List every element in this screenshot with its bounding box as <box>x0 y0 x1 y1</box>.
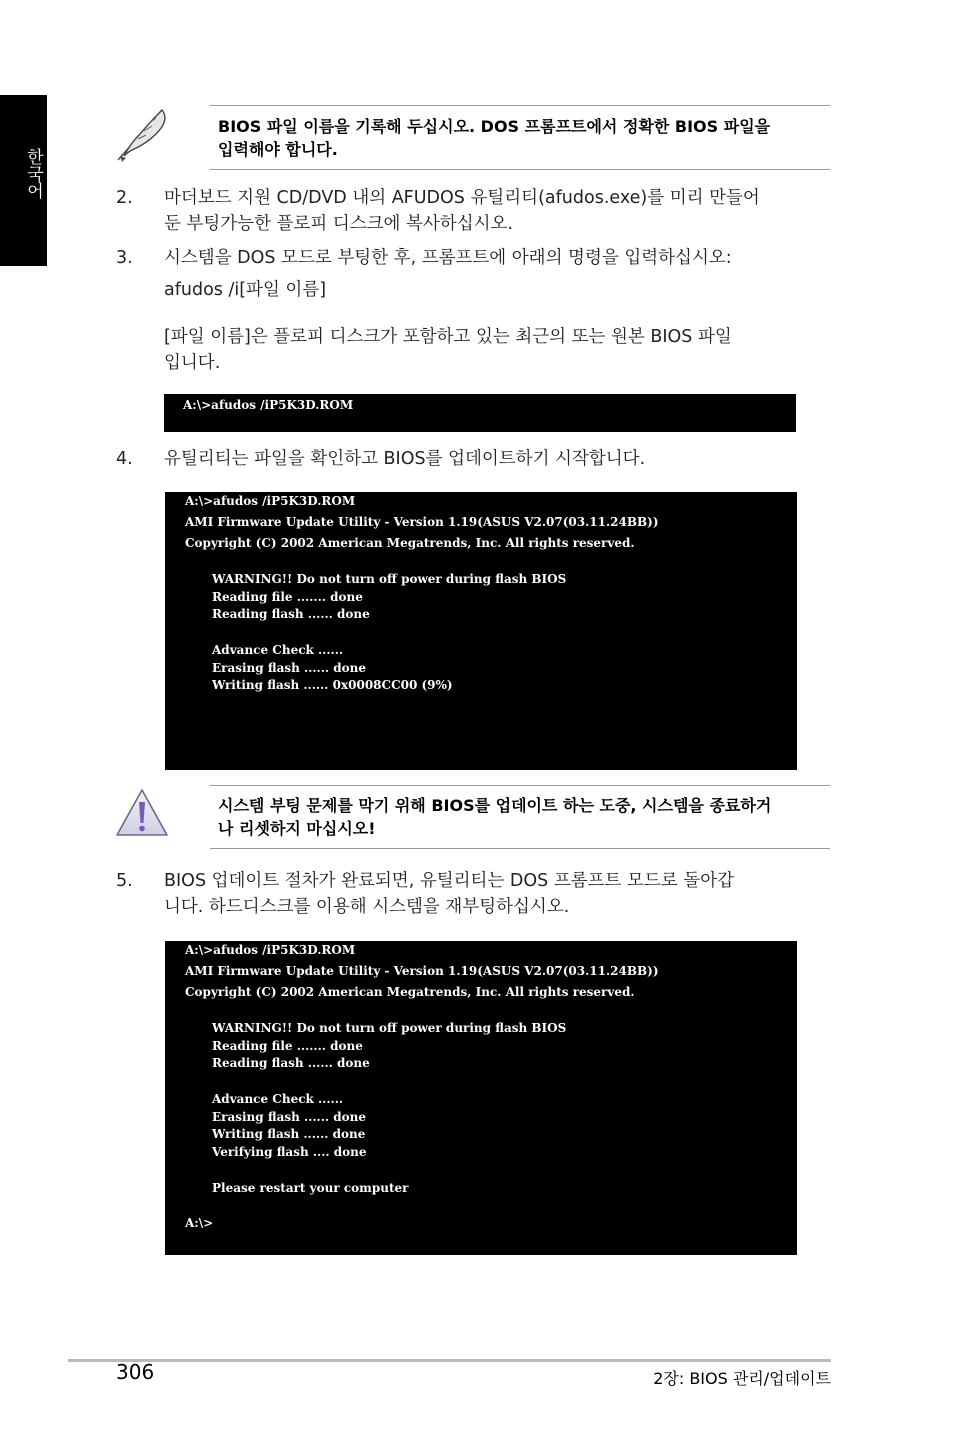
step-number: 5. <box>116 871 133 891</box>
terminal-line: Verifying flash .... done <box>212 1145 367 1159</box>
step-number: 3. <box>116 248 133 268</box>
step-line2: 둔 부팅가능한 플로피 디스크에 복사하십시오. <box>164 214 514 234</box>
terminal-line: WARNING!! Do not turn off power during flash BIOS <box>212 1021 567 1035</box>
terminal-line: Reading flash ...... done <box>212 607 370 621</box>
terminal-line: AMI Firmware Update Utility - Version 1.19(ASUS V2.07(03.11.24BB)) <box>185 515 659 529</box>
note-text-line1: BIOS 파일 이름을 기록해 두십시오. DOS 프롬프트에서 정확한 BIOS 파일을 <box>218 117 771 136</box>
step-5 <box>116 868 836 920</box>
terminal-line: A:\>afudos /iP5K3D.ROM <box>185 943 356 957</box>
terminal-line: Copyright (C) 2002 American Megatrends, Inc. All rights reserved. <box>185 536 635 550</box>
terminal-line: Erasing flash ...... done <box>212 661 367 675</box>
chapter-title: 2장: BIOS 관리/업데이트 <box>653 1369 831 1388</box>
filename-explanation-line2: 입니다. <box>164 353 221 373</box>
warning-icon <box>114 786 170 840</box>
terminal-line: Reading file ....... done <box>212 1039 363 1053</box>
language-side-tab-label: 한국어 <box>23 148 43 199</box>
terminal-flash-progress <box>165 492 797 770</box>
terminal-line: A:\> <box>185 1216 214 1230</box>
terminal-line: Please restart your computer <box>212 1181 409 1195</box>
terminal-line: WARNING!! Do not turn off power during flash BIOS <box>212 572 567 586</box>
step-2 <box>116 185 836 237</box>
terminal-line: AMI Firmware Update Utility - Version 1.19(ASUS V2.07(03.11.24BB)) <box>185 964 659 978</box>
page-number: 306 <box>116 1360 155 1384</box>
terminal-line: A:\>afudos /iP5K3D.ROM <box>183 398 354 412</box>
terminal-line: Copyright (C) 2002 American Megatrends, Inc. All rights reserved. <box>185 985 635 999</box>
filename-explanation-line1: [파일 이름]은 플로피 디스크가 포함하고 있는 최근의 또는 원본 BIOS 파일 <box>164 327 732 347</box>
step-number: 2. <box>116 188 133 208</box>
terminal-line: A:\>afudos /iP5K3D.ROM <box>185 494 356 508</box>
footer-divider <box>68 1359 831 1362</box>
terminal-line: Advance Check ...... <box>212 1092 344 1106</box>
step-line1: 마더보드 지원 CD/DVD 내의 AFUDOS 유틸리티(afudos.exe)를 미리 만들어 <box>164 188 760 208</box>
terminal-line: Writing flash ...... done <box>212 1127 366 1141</box>
warning-text-line2: 나 리셋하지 마십시오! <box>218 819 376 838</box>
step-line1: BIOS 업데이트 절차가 완료되면, 유틸리티는 DOS 프롬프트 모드로 돌아갑 <box>164 871 735 891</box>
step-line1: 유틸리티는 파일을 확인하고 BIOS를 업데이트하기 시작합니다. <box>164 449 646 469</box>
step-4 <box>116 446 836 472</box>
note-warning <box>210 785 830 849</box>
terminal-flash-complete <box>165 941 797 1255</box>
quill-icon <box>112 104 174 164</box>
terminal-line: Erasing flash ...... done <box>212 1110 367 1124</box>
note-filename-reminder <box>210 105 830 170</box>
step-line1: 시스템을 DOS 모드로 부팅한 후, 프롬프트에 아래의 명령을 입력하십시오: <box>164 248 732 268</box>
terminal-line: Writing flash ...... 0x0008CC00 (9%) <box>212 678 453 692</box>
note-text-line2: 입력해야 합니다. <box>218 140 338 159</box>
terminal-command <box>164 394 796 432</box>
terminal-line: Reading flash ...... done <box>212 1056 370 1070</box>
step-command: afudos /i[파일 이름] <box>164 280 327 300</box>
step-number: 4. <box>116 449 133 469</box>
step-3 <box>116 245 836 305</box>
filename-explanation <box>164 324 829 376</box>
terminal-line: Advance Check ...... <box>212 643 344 657</box>
warning-text-line1: 시스템 부팅 문제를 막기 위해 BIOS를 업데이트 하는 도중, 시스템을 종료하거 <box>218 796 772 815</box>
step-line2: 니다. 하드디스크를 이용해 시스템을 재부팅하십시오. <box>164 897 570 917</box>
terminal-line: Reading file ....... done <box>212 590 363 604</box>
